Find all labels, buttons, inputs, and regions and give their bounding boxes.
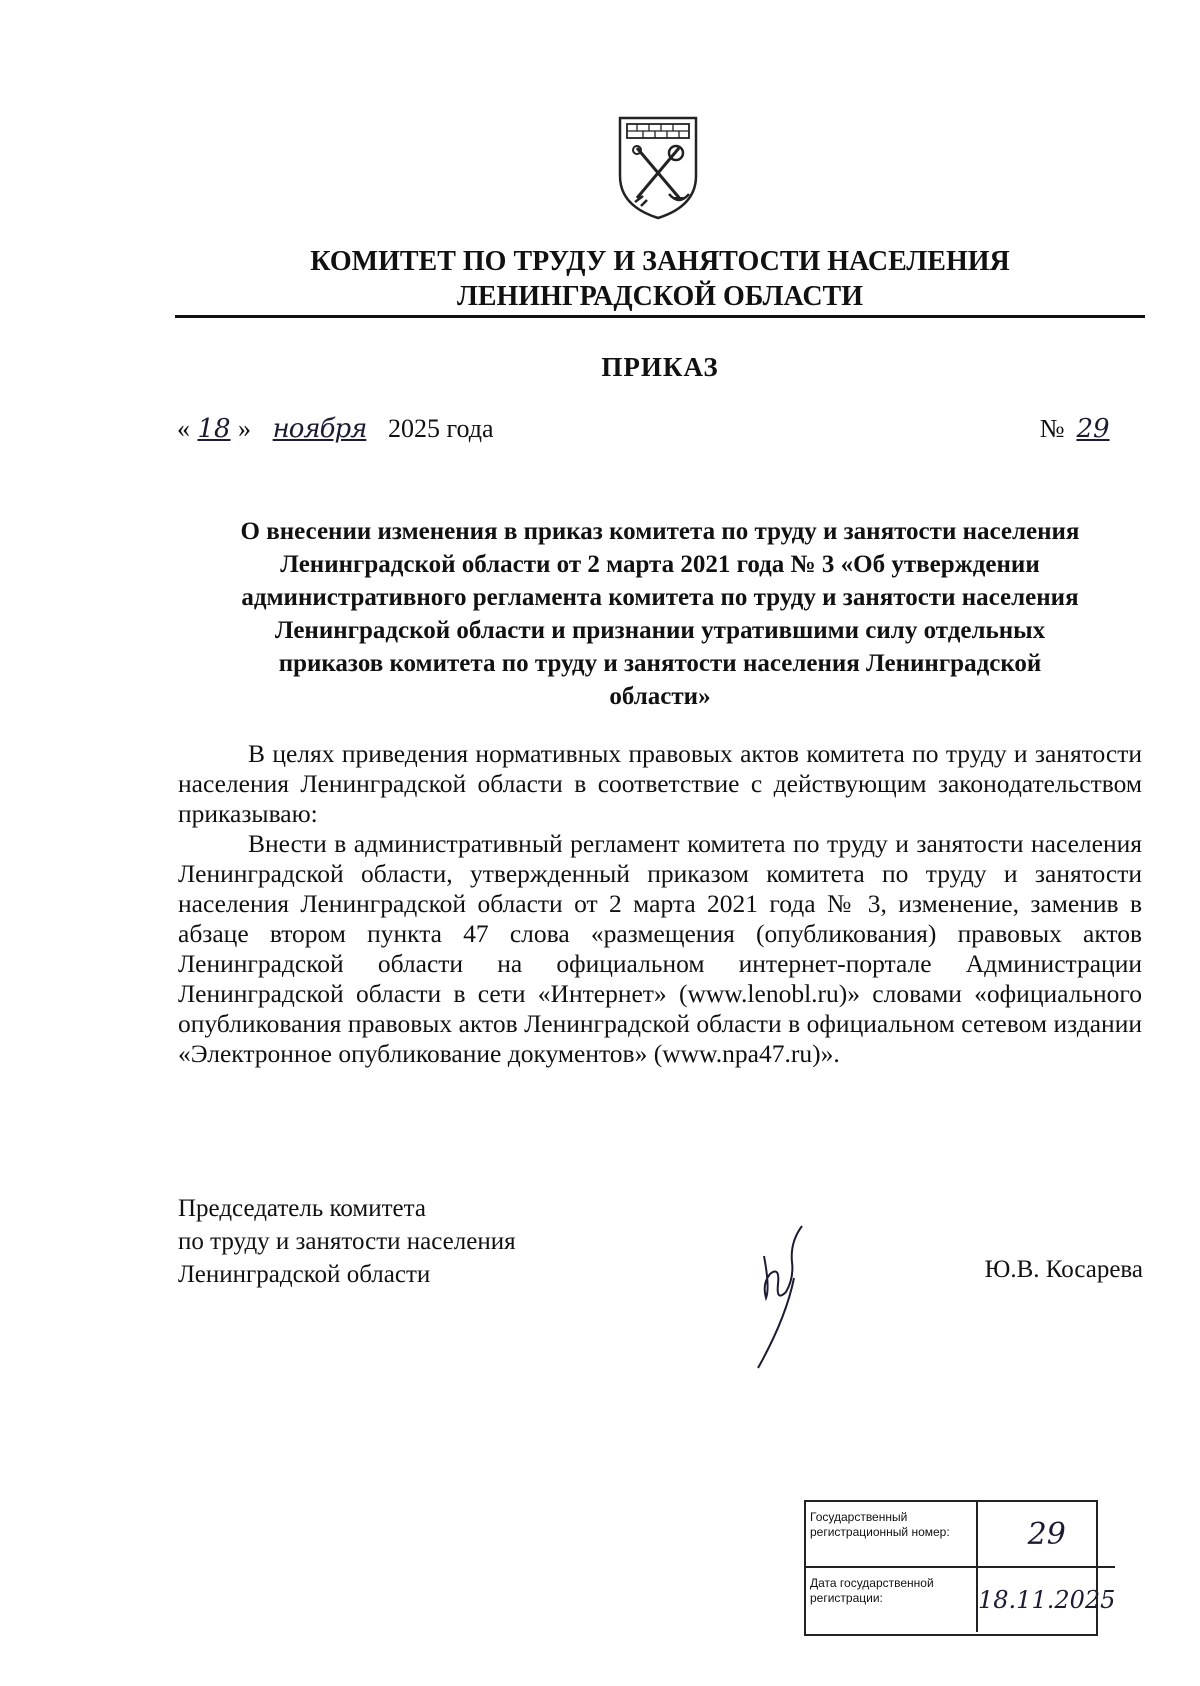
number-value: 29 — [1076, 414, 1110, 444]
subject-line: Ленинградской области от 2 марта 2021 года № 3 «Об утверждении — [280, 551, 1040, 578]
signer-name: Ю.В. Косарева — [984, 1256, 1143, 1283]
subject-line: административного регламента комитета по труду и занятости населения — [241, 584, 1079, 611]
signer-position-line: Ленинградской области — [178, 1261, 431, 1288]
subject-line: О внесении изменения в приказ комитета по труду и занятости населения — [240, 518, 1080, 545]
subject-line: области» — [609, 683, 711, 710]
handwritten-signature — [750, 1218, 820, 1370]
body-paragraph: В целях приведения нормативных правовых актов комитета по труду и занятости населения Ленинградской области в соответствие с действующим законодательством приказываю: — [178, 739, 1142, 828]
organization-name-line-1: КОМИТЕТ ПО ТРУДУ И ЗАНЯТОСТИ НАСЕЛЕНИЯ — [310, 246, 1010, 277]
number-sign: № — [1039, 414, 1065, 443]
registration-number-label: Государственный регистрационный номер: — [806, 1502, 978, 1568]
date-day: 18 — [197, 414, 231, 444]
date-quote-close: » — [238, 414, 251, 443]
subject-line: приказов комитета по труду и занятости населения Ленинградской — [278, 650, 1042, 677]
organization-name — [175, 244, 1145, 314]
registration-number-value: 29 — [978, 1502, 1115, 1568]
document-date — [177, 414, 494, 444]
date-year: 2025 года — [388, 414, 494, 443]
document-subject — [178, 515, 1142, 713]
document-body — [178, 739, 1142, 1069]
document-number — [1040, 414, 1115, 444]
coat-of-arms-icon — [615, 114, 701, 222]
organization-name-line-2: ЛЕНИНГРАДСКОЙ ОБЛАСТИ — [456, 281, 864, 312]
signer-position — [178, 1192, 516, 1291]
signer-position-line: Председатель комитета — [178, 1195, 426, 1222]
registration-date-value: 18.11.2025 — [978, 1586, 1116, 1614]
document-type: ПРИКАЗ — [601, 352, 719, 382]
header-divider — [175, 315, 1145, 318]
signer-position-line: по труду и занятости населения — [178, 1228, 516, 1255]
registration-date-label: Дата государственной регистрации: — [806, 1568, 978, 1632]
date-month: ноября — [272, 414, 367, 444]
date-quote-open: « — [177, 414, 190, 443]
registration-stamp — [804, 1500, 1116, 1636]
subject-line: Ленинградской области и признании утратившими силу отдельных — [274, 617, 1046, 644]
body-paragraph: Внести в административный регламент комитета по труду и занятости населения Ленинградской области, утвержденный приказом комитета по труду и занятости населения Ленинградской области от 2 марта 2021 года № 3, изменение, заменив в абзаце втором пункта 47 слова «размещения (опубликования) правовых актов Ленинградской области на официальном интернет-портале Администрации Ленинградской области в сети «Интернет» (www.lenobl.ru)» словами «официального опубликования правовых актов Ленинградской области в официальном сетевом издании «Электронное опубликование документов» (www.npa47.ru)». — [178, 829, 1142, 1068]
